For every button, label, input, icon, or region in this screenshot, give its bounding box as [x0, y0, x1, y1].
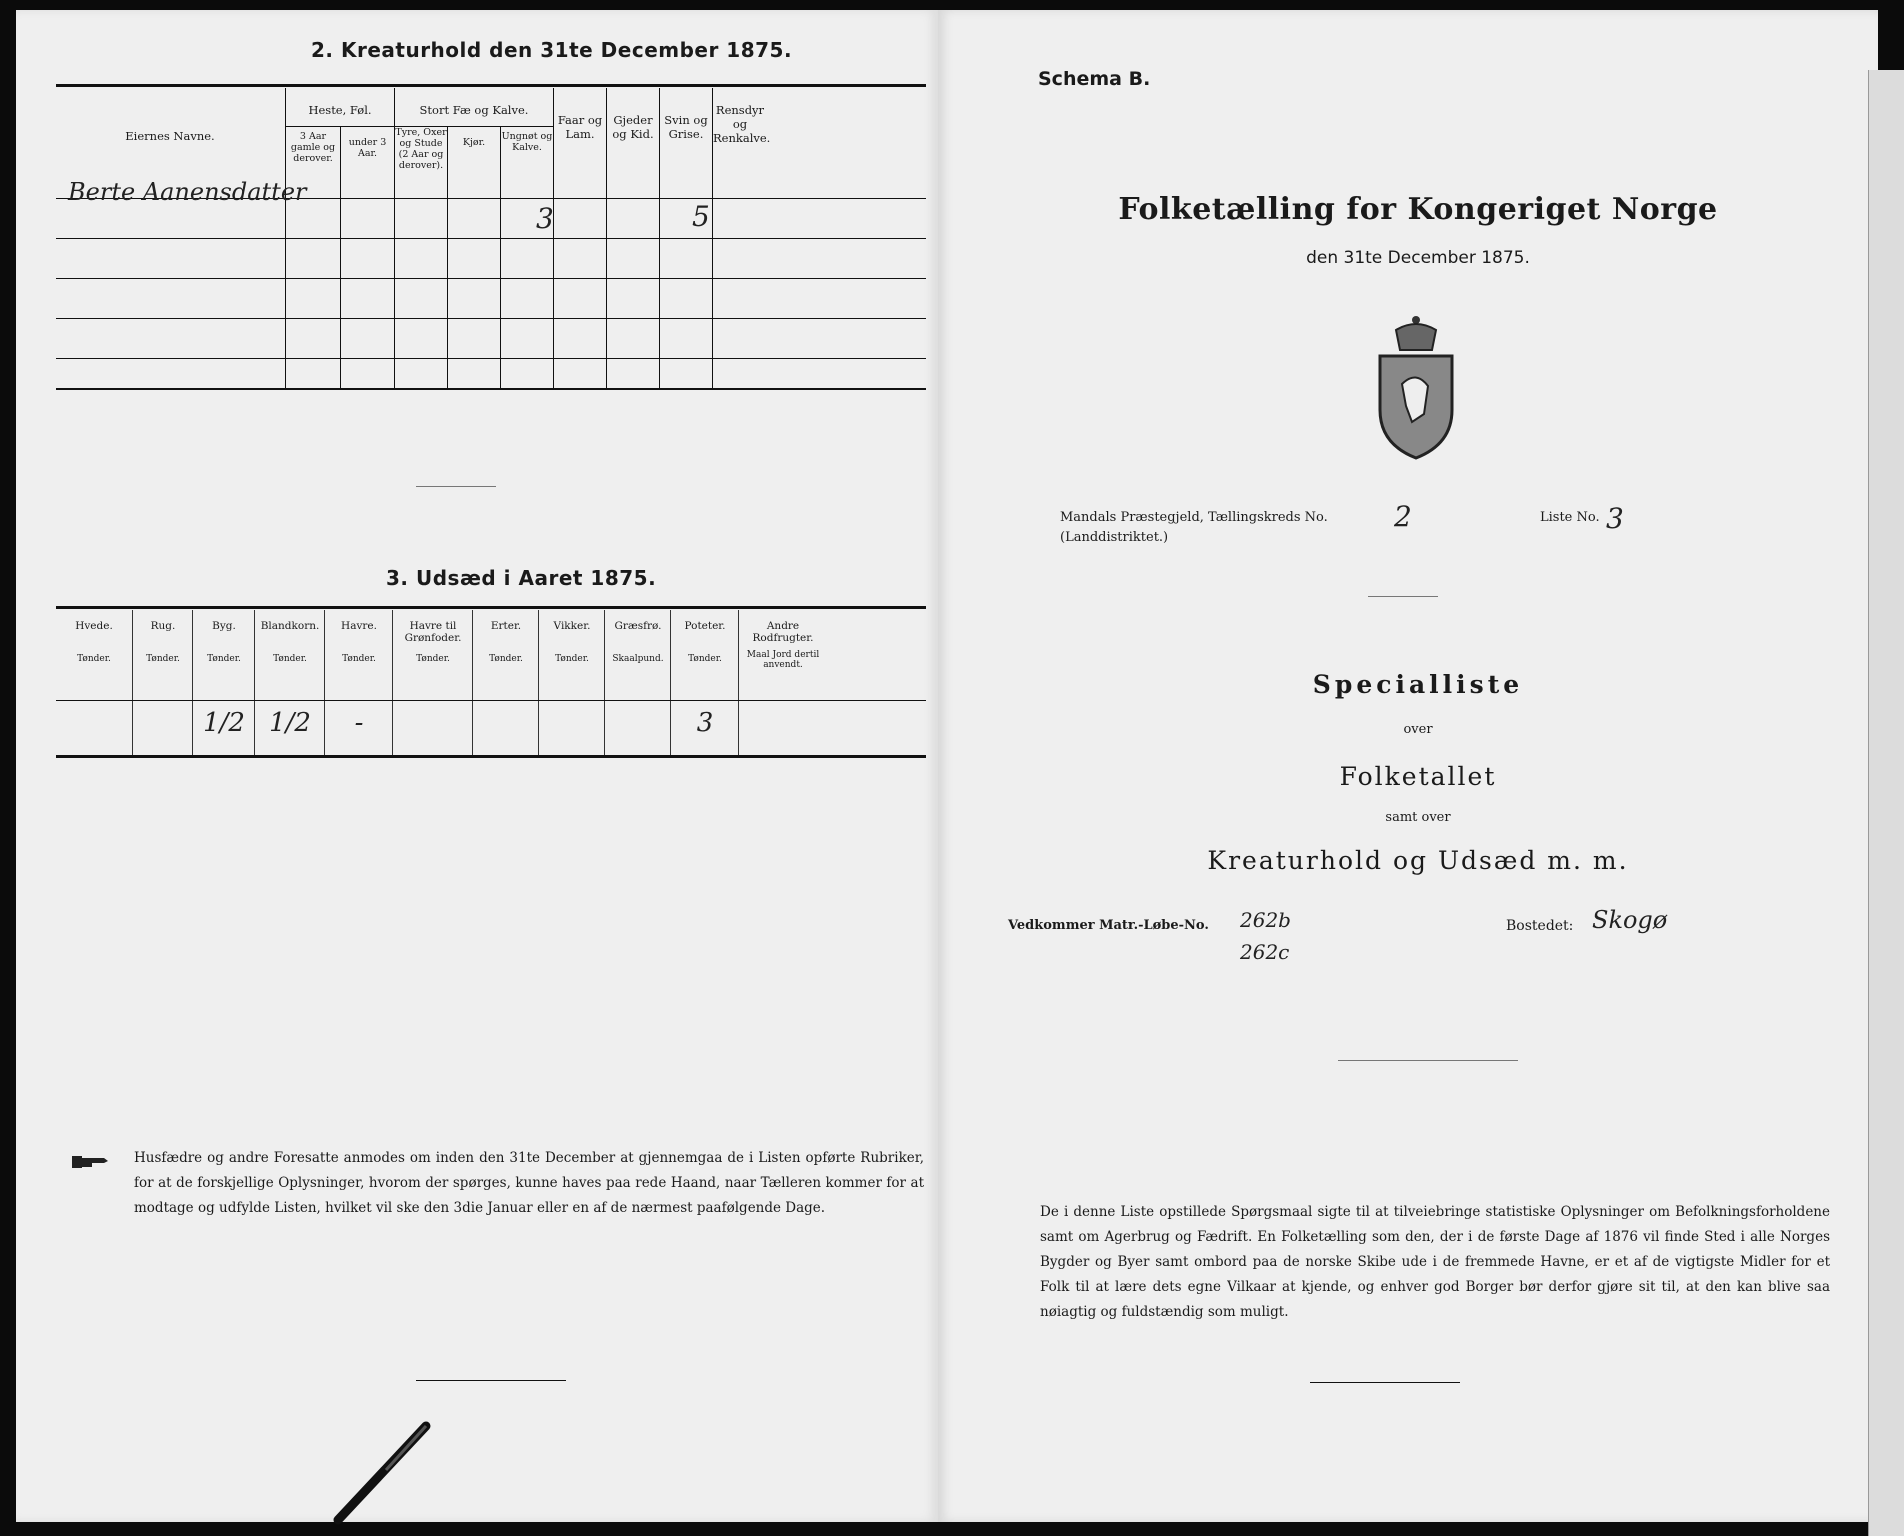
crop-unit: Tønder.	[77, 654, 111, 664]
over-text: over	[1403, 722, 1433, 737]
intro-text: De i denne Liste opstillede Spørgsmaal sigte til at tilveiebringe statistiske Oplysninger om Befolkningsforholdene samt om Agerbrug og Fædrift. En Folketælling som den, der i de første Dage af 1876 vil finde Sted i alle Norges Bygder og Byer samt ombord paa de norske Skibe ude i de fremmede Havne, er et af de vigtigste Midler for et Folk til at lære dets egne Vilkaar at kjende, og enhver god Borger bør derfor gjøre sit til, at den kan blive saa nøiagtig og fuldstændig som muligt.	[1040, 1204, 1830, 1320]
crop-column	[324, 610, 393, 700]
crop-name: Erter.	[490, 620, 522, 632]
crop-value-cell	[604, 700, 671, 756]
pointing-hand-icon	[70, 1150, 110, 1174]
matr-label: Vedkommer Matr.-Løbe-No.	[1008, 918, 1209, 933]
crop-unit: Maal Jord dertil anvendt.	[746, 650, 820, 671]
crop-name: Hvede.	[75, 620, 113, 632]
crop-unit: Tønder.	[207, 654, 241, 664]
table-top-rule	[56, 84, 926, 87]
crop-name: Blandkorn.	[260, 620, 320, 632]
crop-value-cell	[56, 700, 132, 756]
stortfae-header: Stort Fæ og Kalve.	[419, 103, 529, 117]
crop-column	[472, 610, 539, 700]
right-page	[938, 10, 1878, 1522]
heste-a-header: 3 Aar gamle og derover.	[290, 131, 336, 164]
crop-value-cell	[472, 700, 539, 756]
section3-title: 3. Udsæd i Aaret 1875.	[386, 566, 657, 590]
schema-label: Schema B.	[1038, 68, 1151, 90]
owner-name: Berte Aanensdatter	[68, 178, 307, 206]
crop-value-cell	[392, 700, 473, 756]
crop-name: Poteter.	[684, 620, 726, 632]
samt-over-text: samt over	[1385, 810, 1451, 825]
crop-name: Havre.	[341, 620, 377, 632]
specialliste-title: Specialliste	[1312, 670, 1524, 699]
crop-column	[254, 610, 325, 700]
crop-value: 3	[696, 708, 714, 738]
liste-label: Liste No.	[1540, 510, 1600, 525]
heste-b-header: under 3 Aar.	[348, 137, 387, 159]
crop-unit: Tønder.	[489, 654, 523, 664]
crop-unit: Tønder.	[688, 654, 722, 664]
crops-table	[56, 610, 926, 738]
crop-unit: Tønder.	[146, 654, 180, 664]
crop-unit: Skaalpund.	[612, 654, 664, 664]
main-title: Folketælling for Kongeriget Norge	[1118, 192, 1718, 227]
crop-unit: Tønder.	[273, 654, 307, 664]
matr-value-1: 262b	[1240, 908, 1291, 932]
district-number: 2	[1394, 500, 1412, 533]
stortfae-a-header: Tyre, Oxer og Stude (2 Aar og derover).	[395, 127, 447, 171]
crop-value-cell	[738, 700, 827, 756]
crop-value: 1/2	[203, 708, 245, 738]
crop-column	[738, 610, 827, 700]
crop-unit: Tønder.	[555, 654, 589, 664]
section2-title: 2. Kreaturhold den 31te December 1875.	[311, 38, 793, 62]
left-page	[16, 10, 938, 1522]
heste-header: Heste, Føl.	[308, 103, 372, 117]
crop-value: -	[354, 708, 364, 738]
crop-name: Rug.	[150, 620, 176, 632]
pen-icon	[326, 1420, 436, 1530]
coat-of-arms-icon	[1366, 310, 1466, 460]
crop-column	[56, 610, 132, 700]
rensdyr-header: Rensdyr og Renkalve.	[713, 103, 771, 145]
gjeder-header: Gjeder og Kid.	[612, 113, 654, 141]
bostedet-value: Skogø	[1592, 906, 1668, 934]
crop-name: Vikker.	[553, 620, 591, 632]
crop-column	[392, 610, 473, 700]
svin-header: Svin og Grise.	[664, 113, 708, 141]
crop-unit: Tønder.	[416, 654, 450, 664]
crop-value-cell	[670, 700, 739, 756]
crop-value-cell	[192, 700, 255, 756]
owner-header: Eiernes Navne.	[125, 129, 215, 143]
district-line2: (Landdistriktet.)	[1060, 530, 1169, 545]
crop-value: 1/2	[269, 708, 311, 738]
page-edge	[1868, 70, 1904, 1536]
folketallet-title: Folketallet	[1339, 762, 1497, 791]
faar-value: 5	[692, 200, 710, 233]
crop-value-cell	[132, 700, 193, 756]
stortfae-c-header: Ungnøt og Kalve.	[501, 131, 553, 153]
faar-header: Faar og Lam.	[557, 113, 603, 141]
kjor-value: 3	[536, 202, 554, 235]
census-date: den 31te December 1875.	[1306, 248, 1530, 268]
district-line1: Mandals Præstegjeld, Tællingskreds No.	[1060, 510, 1328, 525]
crop-column	[192, 610, 255, 700]
crop-value-cell	[324, 700, 393, 756]
crop-name: Andre Rodfrugter.	[752, 620, 814, 645]
bostedet-label: Bostedet:	[1506, 918, 1574, 934]
kreaturhold-title: Kreaturhold og Udsæd m. m.	[1207, 846, 1629, 875]
stortfae-b-header: Kjør.	[462, 137, 486, 148]
crop-value-cell	[254, 700, 325, 756]
crop-value-cell	[538, 700, 605, 756]
crop-column	[604, 610, 671, 700]
crop-column	[670, 610, 739, 700]
crop-name: Græsfrø.	[614, 620, 662, 632]
liste-number: 3	[1606, 502, 1624, 535]
crop-name: Havre til Grønfoder.	[404, 620, 462, 645]
crop-column	[132, 610, 193, 700]
matr-value-2: 262c	[1240, 940, 1290, 964]
crop-column	[538, 610, 605, 700]
crop-unit: Tønder.	[342, 654, 376, 664]
notice-text: Husfædre og andre Foresatte anmodes om inden den 31te December at gjennemgaa de i Listen opførte Rubriker, for at de forskjellige Oplysninger, hvorom der spørges, kunne haves paa rede Haand, naar Tælleren kommer for at modtage og udfylde Listen, hvilket vil ske den 3die Januar eller en af de nærmest paafølgende Dage.	[134, 1150, 924, 1216]
crop-name: Byg.	[212, 620, 236, 632]
